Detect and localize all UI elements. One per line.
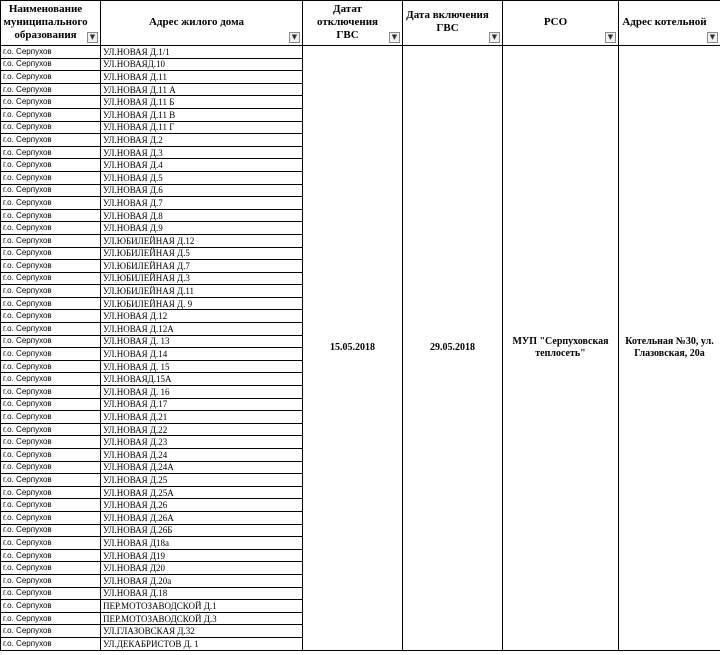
cell-address[interactable]: УЛ.ЮБИЛЕЙНАЯ Д.3 <box>101 272 303 285</box>
cell-address[interactable]: УЛ.НОВАЯ Д.21 <box>101 411 303 424</box>
cell-municipality[interactable]: г.о. Серпухов <box>1 83 101 96</box>
cell-municipality[interactable]: г.о. Серпухов <box>1 146 101 159</box>
cell-municipality[interactable]: г.о. Серпухов <box>1 511 101 524</box>
cell-address[interactable]: УЛ.НОВАЯ Д.11 <box>101 71 303 84</box>
cell-address[interactable]: УЛ.НОВАЯ Д.7 <box>101 197 303 210</box>
cell-address[interactable]: УЛ.ДЕКАБРИСТОВ Д. 1 <box>101 637 303 650</box>
cell-municipality[interactable]: г.о. Серпухов <box>1 524 101 537</box>
cell-address[interactable]: УЛ.НОВАЯ Д. 15 <box>101 360 303 373</box>
header-on-date <box>403 1 503 46</box>
cell-address[interactable]: ПЕР.МОТОЗАВОДСКОЙ Д.3 <box>101 612 303 625</box>
cell-municipality[interactable]: г.о. Серпухов <box>1 272 101 285</box>
cell-address[interactable]: УЛ.НОВАЯ Д.25А <box>101 486 303 499</box>
cell-municipality[interactable]: г.о. Серпухов <box>1 398 101 411</box>
cell-municipality[interactable]: г.о. Серпухов <box>1 499 101 512</box>
filter-dropdown-icon[interactable]: ▼ <box>389 32 400 43</box>
cell-address[interactable]: УЛ.НОВАЯ Д.25 <box>101 474 303 487</box>
cell-address[interactable]: УЛ.НОВАЯ Д.12 <box>101 310 303 323</box>
cell-address[interactable]: УЛ.ЮБИЛЕЙНАЯ Д.11 <box>101 285 303 298</box>
filter-dropdown-icon[interactable]: ▼ <box>605 32 616 43</box>
cell-municipality[interactable]: г.о. Серпухов <box>1 587 101 600</box>
cell-address[interactable]: УЛ.ЮБИЛЕЙНАЯ Д.7 <box>101 260 303 273</box>
cell-boiler[interactable]: Котельная №30, ул. Глазовская, 20а <box>619 46 720 651</box>
header-row <box>1 1 720 46</box>
cell-municipality[interactable]: г.о. Серпухов <box>1 348 101 361</box>
cell-off-date[interactable]: 15.05.2018 <box>303 46 403 651</box>
cell-municipality[interactable]: г.о. Серпухов <box>1 449 101 462</box>
cell-address[interactable]: УЛ.НОВАЯ Д.11 Б <box>101 96 303 109</box>
table-row <box>1 46 720 59</box>
filter-dropdown-icon[interactable]: ▼ <box>87 32 98 43</box>
cell-address[interactable]: УЛ.НОВАЯ Д.26А <box>101 511 303 524</box>
cell-address[interactable]: УЛ.НОВАЯ Д. 16 <box>101 386 303 399</box>
cell-address[interactable]: УЛ.НОВАЯ Д18а <box>101 537 303 550</box>
cell-municipality[interactable]: г.о. Серпухов <box>1 574 101 587</box>
cell-municipality[interactable]: г.о. Серпухов <box>1 197 101 210</box>
cell-municipality[interactable]: г.о. Серпухов <box>1 335 101 348</box>
cell-municipality[interactable]: г.о. Серпухов <box>1 373 101 386</box>
cell-municipality[interactable]: г.о. Серпухов <box>1 612 101 625</box>
header-off-date-label: Датат отключения ГВС <box>317 2 378 41</box>
cell-municipality[interactable]: г.о. Серпухов <box>1 222 101 235</box>
cell-address[interactable]: УЛ.НОВАЯ Д.9 <box>101 222 303 235</box>
cell-municipality[interactable]: г.о. Серпухов <box>1 461 101 474</box>
cell-municipality[interactable]: г.о. Серпухов <box>1 474 101 487</box>
cell-address[interactable]: УЛ.НОВАЯ Д.4 <box>101 159 303 172</box>
cell-address[interactable]: УЛ.НОВАЯД.10 <box>101 58 303 71</box>
cell-municipality[interactable]: г.о. Серпухов <box>1 121 101 134</box>
cell-municipality[interactable]: г.о. Серпухов <box>1 96 101 109</box>
cell-address[interactable]: УЛ.НОВАЯ Д.20а <box>101 574 303 587</box>
filter-dropdown-icon[interactable]: ▼ <box>489 32 500 43</box>
filter-dropdown-icon[interactable]: ▼ <box>707 32 718 43</box>
cell-municipality[interactable]: г.о. Серпухов <box>1 323 101 336</box>
cell-address[interactable]: УЛ.НОВАЯ Д.26Б <box>101 524 303 537</box>
cell-address[interactable]: УЛ.НОВАЯ Д.8 <box>101 209 303 222</box>
cell-municipality[interactable]: г.о. Серпухов <box>1 537 101 550</box>
cell-address[interactable]: УЛ.НОВАЯ Д. 13 <box>101 335 303 348</box>
cell-address[interactable]: УЛ.НОВАЯ Д.17 <box>101 398 303 411</box>
cell-municipality[interactable]: г.о. Серпухов <box>1 360 101 373</box>
cell-municipality[interactable]: г.о. Серпухов <box>1 234 101 247</box>
cell-address[interactable]: УЛ.НОВАЯ Д.22 <box>101 423 303 436</box>
cell-address[interactable]: УЛ.НОВАЯ Д.23 <box>101 436 303 449</box>
cell-address[interactable]: УЛ.НОВАЯ Д.24 <box>101 449 303 462</box>
cell-address[interactable]: УЛ.НОВАЯ Д.6 <box>101 184 303 197</box>
header-municipality-label: Наименование муниципального образования <box>3 2 88 41</box>
cell-address[interactable]: УЛ.НОВАЯ Д.5 <box>101 171 303 184</box>
cell-municipality[interactable]: г.о. Серпухов <box>1 637 101 650</box>
cell-rso[interactable]: МУП "Серпуховская теплосеть" <box>503 46 619 651</box>
cell-address[interactable]: УЛ.НОВАЯ Д.24А <box>101 461 303 474</box>
cell-municipality[interactable]: г.о. Серпухов <box>1 436 101 449</box>
cell-address[interactable]: УЛ.НОВАЯД.15А <box>101 373 303 386</box>
cell-municipality[interactable]: г.о. Серпухов <box>1 260 101 273</box>
cell-municipality[interactable]: г.о. Серпухов <box>1 184 101 197</box>
cell-address[interactable]: ПЕР.МОТОЗАВОДСКОЙ Д.1 <box>101 600 303 613</box>
cell-municipality[interactable]: г.о. Серпухов <box>1 159 101 172</box>
cell-municipality[interactable]: г.о. Серпухов <box>1 134 101 147</box>
cell-address[interactable]: УЛ.НОВАЯ Д.14 <box>101 348 303 361</box>
cell-municipality[interactable]: г.о. Серпухов <box>1 108 101 121</box>
cell-address[interactable]: УЛ.НОВАЯ Д.11 А <box>101 83 303 96</box>
cell-address[interactable]: УЛ.НОВАЯ Д19 <box>101 549 303 562</box>
cell-municipality[interactable]: г.о. Серпухов <box>1 58 101 71</box>
header-municipality <box>1 1 101 46</box>
cell-municipality[interactable]: г.о. Серпухов <box>1 209 101 222</box>
cell-municipality[interactable]: г.о. Серпухов <box>1 285 101 298</box>
cell-municipality[interactable]: г.о. Серпухов <box>1 562 101 575</box>
cell-address[interactable]: УЛ.НОВАЯ Д.2 <box>101 134 303 147</box>
cell-address[interactable]: УЛ.НОВАЯ Д.11 В <box>101 108 303 121</box>
cell-address[interactable]: УЛ.НОВАЯ Д.26 <box>101 499 303 512</box>
header-rso-label: РСО <box>543 15 568 28</box>
cell-municipality[interactable]: г.о. Серпухов <box>1 386 101 399</box>
header-off-date <box>303 1 403 46</box>
cell-municipality[interactable]: г.о. Серпухов <box>1 171 101 184</box>
header-boiler <box>619 1 720 46</box>
cell-address[interactable]: УЛ.НОВАЯ Д.18 <box>101 587 303 600</box>
cell-address[interactable]: УЛ.НОВАЯ Д.12А <box>101 323 303 336</box>
header-rso <box>503 1 619 46</box>
cell-municipality[interactable]: г.о. Серпухов <box>1 625 101 638</box>
cell-on-date[interactable]: 29.05.2018 <box>403 46 503 651</box>
cell-address[interactable]: УЛ.НОВАЯ Д20 <box>101 562 303 575</box>
cell-municipality[interactable]: г.о. Серпухов <box>1 486 101 499</box>
cell-address[interactable]: УЛ.НОВАЯ Д.3 <box>101 146 303 159</box>
cell-address[interactable]: УЛ.ЮБИЛЕЙНАЯ Д. 9 <box>101 297 303 310</box>
cell-municipality[interactable]: г.о. Серпухов <box>1 411 101 424</box>
cell-municipality[interactable]: г.о. Серпухов <box>1 549 101 562</box>
header-address <box>101 1 303 46</box>
cell-address[interactable]: УЛ.ГЛАЗОВСКАЯ Д.32 <box>101 625 303 638</box>
table-body <box>1 46 720 651</box>
header-on-date-label: Дата включения ГВС <box>406 9 489 34</box>
cell-address[interactable]: УЛ.НОВАЯ Д.11 Г <box>101 121 303 134</box>
cell-municipality[interactable]: г.о. Серпухов <box>1 71 101 84</box>
cell-municipality[interactable]: г.о. Серпухов <box>1 46 101 59</box>
cell-municipality[interactable]: г.о. Серпухов <box>1 600 101 613</box>
cell-address[interactable]: УЛ.НОВАЯ Д.1/1 <box>101 46 303 59</box>
cell-municipality[interactable]: г.о. Серпухов <box>1 247 101 260</box>
cell-municipality[interactable]: г.о. Серпухов <box>1 423 101 436</box>
header-boiler-label: Адрес котельной <box>622 15 707 28</box>
filter-dropdown-icon[interactable]: ▼ <box>289 32 300 43</box>
header-address-label: Адрес жилого дома <box>148 15 244 28</box>
cell-municipality[interactable]: г.о. Серпухов <box>1 297 101 310</box>
cell-municipality[interactable]: г.о. Серпухов <box>1 310 101 323</box>
cell-address[interactable]: УЛ.ЮБИЛЕЙНАЯ Д.12 <box>101 234 303 247</box>
cell-address[interactable]: УЛ.ЮБИЛЕЙНАЯ Д.5 <box>101 247 303 260</box>
